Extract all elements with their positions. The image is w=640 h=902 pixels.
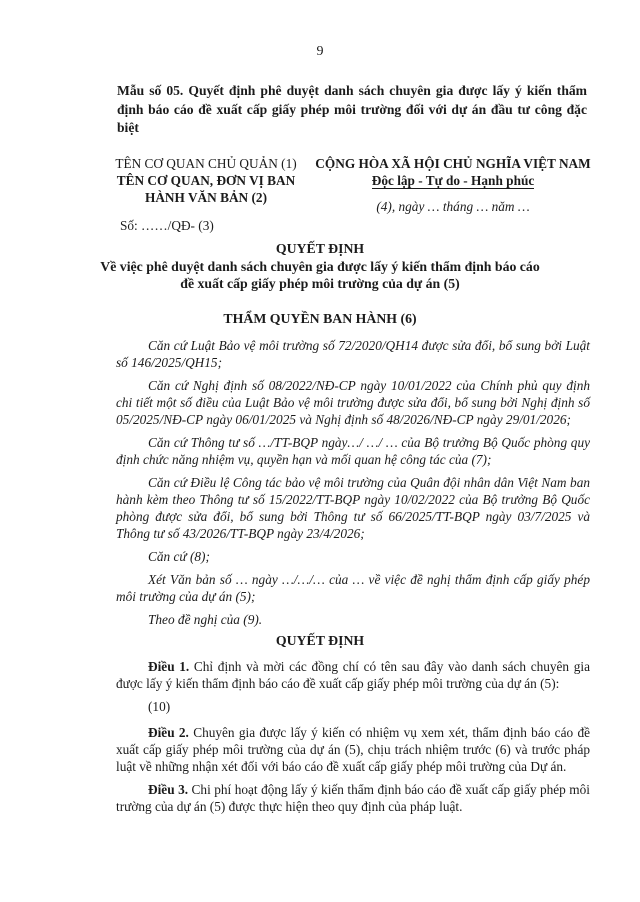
authority-title: THẨM QUYỀN BAN HÀNH (6) <box>223 311 417 326</box>
page-number: 9 <box>316 44 324 59</box>
legal-basis-item: Xét Văn bản số … ngày …/…/… của … về việc đề nghị thẩm định cấp giấy phép môi trường của dự án (5); <box>116 572 590 604</box>
issuing-unit-name: TÊN CƠ QUAN, ĐƠN VỊ BAN HÀNH VĂN BẢN (2) <box>116 173 296 205</box>
issuing-agency-header <box>98 155 314 234</box>
national-motto: Độc lập - Tự do - Hạnh phúc <box>371 173 535 188</box>
place-date: (4), ngày … tháng … năm … <box>376 199 530 214</box>
article-1 <box>116 658 590 692</box>
article-1-label: Điều 1. <box>148 659 190 674</box>
article-1-list: (10) <box>148 699 171 714</box>
legal-basis-item: Căn cứ Nghị định số 08/2022/NĐ-CP ngày 10/01/2022 của Chính phủ quy định chi tiết một số điều của Luật Bảo vệ môi trường được sửa đổi, bổ sung bởi Nghị định số 05/2025/NĐ-CP ngày 06/01/2025 và Nghị định số 48/2026/NĐ-CP ngày 29/01/2026; <box>116 378 590 427</box>
decision-subtitle: Về việc phê duyệt danh sách chuyên gia được lấy ý kiến thẩm định báo cáo đề xuất cấp giấy phép môi trường của dự án (5) <box>100 259 540 291</box>
legal-bases <box>116 337 590 634</box>
article-2 <box>116 724 590 775</box>
decide-title: QUYẾT ĐỊNH <box>275 633 365 648</box>
legal-basis-item: Căn cứ Thông tư số …/TT-BQP ngày…/ …/ … của Bộ trưởng Bộ Quốc phòng quy định chức năng nhiệm vụ, quyền hạn và mối quan hệ công tác của (7); <box>116 435 590 467</box>
governing-agency-name: TÊN CƠ QUAN CHỦ QUẢN (1) <box>115 156 297 171</box>
decision-title: QUYẾT ĐỊNH <box>275 241 365 256</box>
article-3 <box>116 781 590 815</box>
article-3-label: Điều 3. <box>148 782 189 797</box>
legal-basis-item: Căn cứ Điều lệ Công tác bảo vệ môi trường của Quân đội nhân dân Việt Nam ban hành kèm theo Thông tư số 15/2022/TT-BQP ngày 10/02/2022 của Bộ trưởng Bộ Quốc phòng được sửa đổi, bổ sung bởi Thông tư số 66/2025/TT-BQP ngày 03/7/2025 và Thông tư số 43/2026/TT-BQP ngày 23/4/2026; <box>116 475 590 541</box>
form-title: Mẫu số 05. Quyết định phê duyệt danh sách chuyên gia được lấy ý kiến thẩm định báo cáo đề xuất cấp giấy phép môi trường đối với dự án đầu tư công đặc biệt <box>117 83 587 135</box>
legal-basis-item: Căn cứ (8); <box>148 549 210 564</box>
legal-basis-item: Theo đề nghị của (9). <box>148 612 263 627</box>
legal-basis-item: Căn cứ Luật Bảo vệ môi trường số 72/2020/QH14 được sửa đổi, bổ sung bởi Luật số 146/2025/QH15; <box>116 338 590 370</box>
article-2-label: Điều 2. <box>148 725 189 740</box>
decision-heading <box>100 240 540 292</box>
nation-name: CỘNG HÒA XÃ HỘI CHỦ NGHĨA VIỆT NAM <box>315 156 591 171</box>
article-2-text: Chuyên gia được lấy ý kiến có nhiệm vụ xem xét, thẩm định báo cáo đề xuất cấp giấy phép môi trường của dự án (5), chịu trách nhiệm trước (6) và trước pháp luật về những nhận xét đối với báo cáo đề xuất cấp giấy phép môi trường của Dự án. <box>116 725 590 774</box>
articles <box>116 658 590 821</box>
article-3-text: Chi phí hoạt động lấy ý kiến thẩm định báo cáo đề xuất cấp giấy phép môi trường của dự án (5) được thực hiện theo quy định của pháp luật. <box>116 782 590 814</box>
article-1-text: Chỉ định và mời các đồng chí có tên sau đây vào danh sách chuyên gia được lấy ý kiến thẩm định báo cáo đề xuất cấp giấy phép môi trường của dự án (5): <box>116 659 590 691</box>
national-header <box>312 155 594 215</box>
document-number: Số: ……/QĐ- (3) <box>120 218 214 233</box>
